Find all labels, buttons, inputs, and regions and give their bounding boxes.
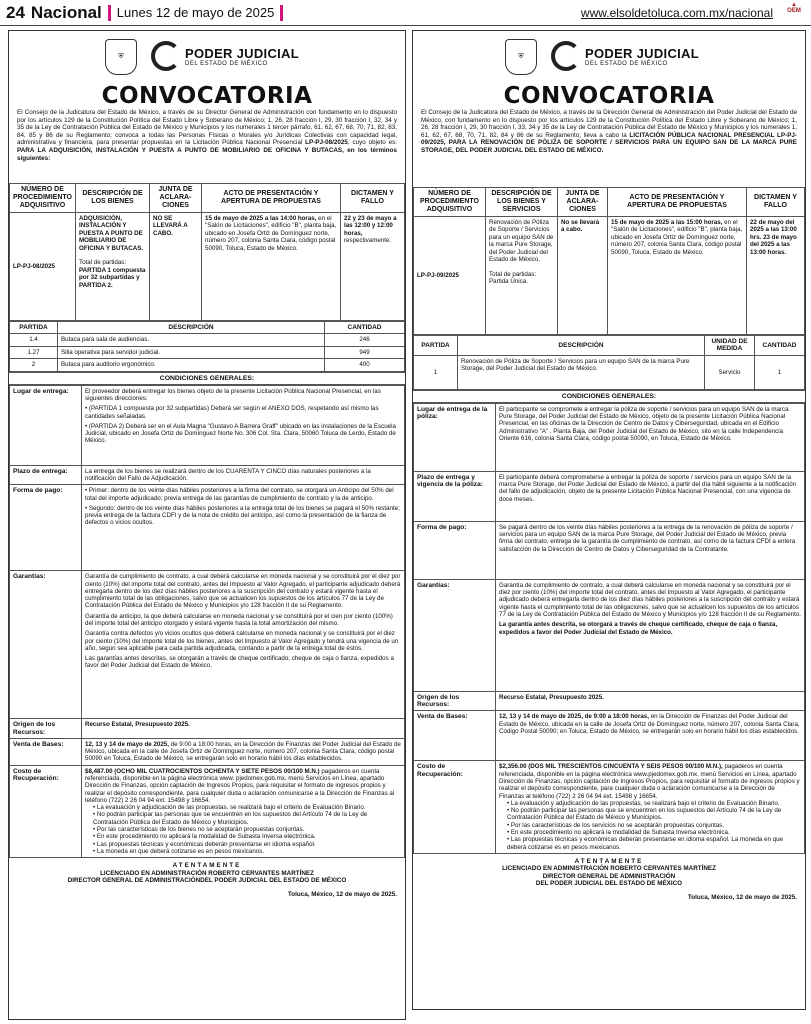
issue-date: Lunes 12 de mayo de 2025 bbox=[116, 5, 275, 20]
sign-title: DEL PODER JUDICIAL DEL ESTADO DE MÉXICO bbox=[535, 880, 683, 888]
list-item: • La evaluación y adjudicación de las propuestas, se realizará bajo el criterio de Evaluación Binario. bbox=[507, 800, 801, 807]
cell: 1.4 bbox=[10, 334, 58, 346]
proc-acto bbox=[608, 217, 747, 335]
sign-atentamente: ATENTAMENTE bbox=[574, 857, 644, 865]
cond-text: • Segundo: dentro de los veinte días hábiles posteriores a la entrega total de los bienes se pagará el 50% restante; previa entrega de la factura CDFI y de la nota de crédito del anticipo, así como la presentación de la fianza de defectos o vicios ocultos. bbox=[85, 504, 400, 527]
table-row bbox=[414, 355, 805, 389]
intro-text bbox=[9, 109, 405, 183]
list-item: • La moneda en que deberá cotizarse es en pesos mexicanos. bbox=[93, 848, 401, 855]
cond-value: Recurso Estatal, Presupuesto 2025. bbox=[82, 719, 405, 739]
pj-emblem-icon bbox=[151, 41, 181, 71]
cond-label: Venta de Bases: bbox=[10, 738, 82, 765]
th-cantidad: CANTIDAD bbox=[325, 322, 405, 334]
intro-bold: LICITACIÓN PÚBLICA NACIONAL PRESENCIAL LP-PJ-09/2025, PARA LA RENOVACIÓN DE PÓLIZA DE SOPORTE / SERVICIOS PARA UN EQUIPO SAN DE LA MARCA PURE STORAGE, DEL PODER JUDICIAL DEL ESTADO DE MÉXICO. bbox=[421, 131, 797, 154]
oem-logo: ▲ OEM bbox=[787, 2, 801, 14]
notice-title: CONVOCATORIA bbox=[101, 83, 313, 109]
th-cantidad: CANTIDAD bbox=[755, 336, 805, 356]
cond-bold: 12, 13 y 14 de mayo de 2025, bbox=[85, 740, 169, 748]
cell: Butaca para sala de audiencias. bbox=[58, 334, 325, 346]
conditions-title: CONDICIONES GENERALES: bbox=[9, 372, 405, 385]
cell: Butaca para auditorio ergonómico. bbox=[58, 359, 325, 371]
cond-bold: 12, 13 y 14 de mayo de 2025, de 9:00 a 18:00 horas, bbox=[499, 713, 649, 721]
list-item: • No podrán participar las personas que se encuentren en los supuestos del Artículo 74 de la Ley de Contratación Pública del Estado de México y Municipios. bbox=[507, 807, 801, 822]
cond-label: Garantías: bbox=[10, 571, 82, 719]
sign-name: LICENCIADO EN ADMINISTRACIÓN ROBERTO CERVANTES MARTÍNEZ bbox=[502, 865, 716, 873]
acto-text: en el "Salón de Licitaciones", edificio "B", planta baja, ubicado en Josefa Ortiz de Domínguez norte, número 207, colonia Santa Clara, código postal 50090, Toluca, Estado de México. bbox=[205, 215, 337, 252]
cell: Servicio bbox=[705, 355, 755, 389]
procedure-table bbox=[9, 183, 405, 321]
desc-text: Total de partidas: bbox=[79, 259, 127, 267]
th-acto: ACTO DE PRESENTACIÓN Y APERTURA DE PROPUESTAS bbox=[608, 188, 747, 217]
table-row bbox=[10, 359, 405, 371]
divider bbox=[108, 5, 111, 21]
conditions-table bbox=[9, 385, 405, 859]
newspaper-header bbox=[0, 0, 811, 26]
cell: 246 bbox=[325, 334, 405, 346]
cond-text: • (PARTIDA 2) Deberá ser en el Aula Magna "Gustavo A Barrera Graff" ubicado en las instalaciones de la Escuela Judicial, ubicado en Josefa Ortiz de Domínguez Norte No. 306 Col. Sta. Clara, 50060 Toluca de Lerdo, Estado de México. bbox=[85, 422, 396, 445]
list-item: • La evaluación y adjudicación de las propuestas, se realizará bajo el criterio de Evaluación Binario. bbox=[93, 804, 401, 811]
th-acto: ACTO DE PRESENTACIÓN Y APERTURA DE PROPUESTAS bbox=[202, 184, 341, 213]
th-junta: JUNTA DE ACLARA-CIONES bbox=[150, 184, 202, 213]
cond-text: en la Dirección de Finanzas del Poder Judicial del Estado de México, ubicada en la calle de Josefa Ortiz de Domínguez norte, número 207, colonia Santa Clara, Código Postal 50090; en Toluca, Estado de México, se entregarán solo en horario hábil los días establecidos. bbox=[499, 713, 800, 735]
list-item: • En este procedimiento no aplicará la modalidad de Subasta Inversa electrónica. bbox=[507, 829, 801, 836]
proc-junta: NO SE LLEVARÁ A CABO. bbox=[150, 213, 202, 321]
cond-label: Forma de pago: bbox=[414, 521, 496, 579]
proc-fallo bbox=[341, 213, 405, 321]
cond-value: La entrega de los bienes se realizará dentro de los CUARENTA Y CINCO días naturales posteriores a la notificación del Fallo de Adjudicación. bbox=[82, 465, 405, 485]
intro-part: El Consejo de la Judicatura del Estado de México, a través de su Director General de Administración con fundamento en lo dispuesto por los artículos 129 de la Constitución Política del Estado Libre y Soberano de México; 1, 26, 28 fracción I, 29, 30 fracción I, 32, 34 y 35 de la Ley de Contratación Pública del Estado de México y Municipios y los numerales 1 tercer párrafo, 61, 62, 67, 68, 70, 71, 82, 83, 84, 85 y 86 de su Reglamento; convoca a todas las Personas Físicas o Morales y/o Jurídicas Colectivas con capacidad legal, administrativa y financiera, para presentar propuestas en la Licitación Pública Nacional Presencial bbox=[17, 109, 397, 147]
cond-text: Garantía de anticipo, la que deberá calcularse en moneda nacional y se constituirá por el cien por ciento (100%) del importe total del anticipo otorgado y estará vigente hasta la total amortización del mismo. bbox=[85, 612, 393, 627]
cond-list bbox=[85, 804, 401, 855]
cond-label: Costo de Recuperación: bbox=[414, 761, 496, 854]
cond-label: Venta de Bases: bbox=[414, 711, 496, 761]
cond-text: de 9:00 a 18:00 horas, en la Dirección de Finanzas del Poder Judicial del Estado de México, ubicada en la calle de Josefa Ortiz de Domínguez norte, número 207, colonia Santa Clara, código postal 50090 en Toluca, Estado de México, se entregarán solo en horario hábil los días establecidos. bbox=[85, 740, 401, 763]
list-item: • Por las características de los bienes no se aceptarán propuestas conjuntas. bbox=[93, 826, 401, 833]
cell: Renovación de Póliza de Soporte / Servicios para un equipo SAN de la marca Pure Storage, del Poder Judicial del Estado de México. bbox=[458, 355, 705, 389]
cond-text: El proveedor deberá entregar los bienes objeto de la presente Licitación Pública Nacional Presencial, en las siguientes direcciones: bbox=[85, 387, 381, 402]
th-partida: PARTIDA bbox=[10, 322, 58, 334]
site-link[interactable]: www.elsoldetoluca.com.mx/nacional bbox=[580, 6, 773, 20]
cond-label: Lugar de entrega: bbox=[10, 385, 82, 465]
sign-atentamente: ATENTAMENTE bbox=[172, 862, 242, 870]
desc-text: PARTIDA 1 compuesta por 32 subpartidas y PARTIDA 2. bbox=[79, 266, 146, 289]
cond-value bbox=[82, 765, 405, 858]
logo-text: OEM bbox=[787, 8, 801, 14]
proc-fallo: 22 de mayo del 2025 a las 13:00 hrs. 23 de mayo del 2025 a las 13:00 horas. bbox=[747, 217, 805, 335]
table-row bbox=[10, 334, 405, 346]
cond-text: Las garantías antes descritas, se otorgarán a través de cheque certificado, cheque de caja o fianza, expedidos a favor del Poder Judicial del Estado de México. bbox=[85, 655, 394, 670]
state-seal-icon: ⛨ bbox=[105, 39, 137, 75]
list-item: • Las propuestas técnicas y económicas deberán presentarse en idioma español. La moneda en que deberá cotizarse es en pesos mexicanos. bbox=[507, 836, 801, 851]
notice-right bbox=[412, 30, 806, 1010]
cell: 949 bbox=[325, 346, 405, 358]
proc-number: LP-PJ-09/2025 bbox=[414, 217, 486, 335]
sign-name: LICENCIADO EN ADMINISTRACIÓN ROBERTO CERVANTES MARTÍNEZ bbox=[100, 869, 314, 877]
cell: 400 bbox=[325, 359, 405, 371]
org-name: PODER JUDICIAL bbox=[185, 45, 299, 61]
cell: 1 bbox=[755, 355, 805, 389]
partidas-table bbox=[413, 335, 805, 390]
intro-bold: LP-PJ-08/2025 bbox=[305, 139, 348, 147]
logos bbox=[413, 31, 805, 83]
acto-text: en el "Salón de Licitaciones", edificio "B", planta baja, ubicado en Josefa Ortiz de Domínguez norte, número 207, colonia Santa Clara, código postal 50090, Toluca, Estado de México. bbox=[611, 219, 743, 256]
notice-left bbox=[8, 30, 406, 1020]
desc-text: Total de partidas: Partida Única. bbox=[489, 270, 537, 286]
cond-text: Garantía de cumplimiento de contrato, a cual deberá calcularse en moneda nacional y se constituirá por el diez por ciento (10%) del importe total del contrato, antes del Impuesto al Valor Agregado, el participante adjudicado deberá entregarla dentro de los diez días hábiles posteriores a la suscripción del contrato y estará vigente hasta el cumplimiento total de las obligaciones, salvo que se actualicen los supuestos de los artículos 77 de la Ley de Contratación Pública del Estado de México y Municipios y/o 128 fracción II de su Reglamento. bbox=[85, 573, 401, 610]
desc-text: Renovación de Póliza de Soporte / Servicios para un equipo SAN de la marca Pure Storage, del Poder Judicial del Estado de México, bbox=[489, 219, 554, 264]
signature-block bbox=[9, 858, 405, 885]
cond-label: Origen de los Recursos: bbox=[10, 719, 82, 739]
list-item: • Las propuestas técnicas y económicas deberán presentarse en idioma español. bbox=[93, 841, 401, 848]
org-name: PODER JUDICIAL bbox=[585, 45, 699, 61]
intro-text bbox=[413, 109, 805, 187]
fallo-text: respectivamente. bbox=[344, 237, 392, 245]
cond-value bbox=[82, 738, 405, 765]
state-seal-icon: ⛨ bbox=[505, 39, 537, 75]
th-fallo: DICTAMEN Y FALLO bbox=[341, 184, 405, 213]
th-partida: PARTIDA bbox=[414, 336, 458, 356]
proc-desc bbox=[486, 217, 558, 335]
cond-label: Lugar de entrega de la póliza: bbox=[414, 403, 496, 471]
th-unidad: UNIDAD DE MEDIDA bbox=[705, 336, 755, 356]
section-name: Nacional bbox=[30, 2, 102, 22]
sign-title: DIRECTOR GENERAL DE ADMINISTRACIÓN bbox=[542, 872, 676, 880]
procedure-table bbox=[413, 187, 805, 335]
cond-text: • (PARTIDA 1 compuesta por 32 subpartidas) Deberá ser según el ANEXO DOS, respetando así mismo las cantidades señaladas. bbox=[85, 405, 379, 420]
cond-label: Garantías: bbox=[414, 579, 496, 691]
place-date: Toluca, México, 12 de mayo de 2025. bbox=[687, 893, 797, 901]
cond-value bbox=[82, 385, 405, 465]
cond-label: Costo de Recuperación: bbox=[10, 765, 82, 858]
notice-title: CONVOCATORIA bbox=[503, 83, 715, 109]
conditions-title: CONDICIONES GENERALES: bbox=[413, 390, 805, 403]
cond-value: Recurso Estatal, Presupuesto 2025. bbox=[496, 691, 805, 711]
fallo-bold: 22 y 23 de mayo a las 12:00 y 12:00 horas, bbox=[344, 215, 397, 237]
cond-value bbox=[496, 761, 805, 854]
cond-label: Origen de los Recursos: bbox=[414, 691, 496, 711]
org-subname: DEL ESTADO DE MÉXICO bbox=[585, 60, 668, 67]
cond-text: pagaderos en cuenta referenciada, disponible en la página electrónica www.pjedomex.gob.mx, menú Servicios en Línea, apartado Dirección de Finanzas, opción captación de Ingresos Propios, para requisitar el formato de ingresos propios y realizar el depósito correspondiente, para cualquier duda o aclaración comunicarse a la Dirección de Finanzas al teléfono (722) 2 26 04 94 ext. 15498 y 16654. bbox=[499, 763, 800, 800]
cond-text: pagaderos en cuenta referenciada, disponible en la página electrónica www. pjedomex.gob.mx, menú Servicios en Línea, apartado Dirección de Finanzas, opción captación de Ingresos Propios, para requisitar el formato de ingresos propios y realizar el depósito correspondiente, para cualquier duda o aclaración comunicarse a la Dirección de Finanzas al teléfono (722) 2 26 04 94 ext. 15498 y 16654. bbox=[85, 767, 395, 804]
cond-value: Se pagará dentro de los veinte días hábiles posteriores a la entrega de la renovación de póliza de soporte / servicios para un equipo SAN de la marca Pure Storage, del Poder Judicial del Estado de México, previa firma del contrato, entrega de la garantía de cumplimiento de contrato, así como de la factura CFDI a entera satisfacción de la Dirección de Centro de Datos y Ciberseguridad de la Contratante. bbox=[496, 521, 805, 579]
proc-desc bbox=[76, 213, 150, 321]
cond-label: Plazo de entrega y vigencia de la póliza: bbox=[414, 471, 496, 521]
th-numero: NÚMERO DE PROCEDIMIENTO ADQUISITIVO bbox=[414, 188, 486, 217]
cond-bold: $8,487.00 (OCHO MIL CUATROCIENTOS OCHENTA Y SIETE PESOS 00/100 M.N.) bbox=[85, 767, 320, 775]
pj-logo bbox=[151, 41, 299, 71]
cond-label: Forma de pago: bbox=[10, 485, 82, 571]
cond-value bbox=[496, 711, 805, 761]
partidas-table bbox=[9, 321, 405, 372]
cond-text: • Primer: dentro de los veinte días hábiles posteriores a la firma del contrato, se otorgará un Anticipo del 50% del total del importe adjudicado; previa entrega de las garantías de cumplimiento de contrato y la de anticipo. bbox=[85, 487, 394, 502]
logos bbox=[9, 31, 405, 83]
list-item: • Por las características de los servicios no se aceptarán propuestas conjuntas. bbox=[507, 822, 801, 829]
pj-emblem-icon bbox=[551, 41, 581, 71]
cond-label: Plazo de entrega: bbox=[10, 465, 82, 485]
sign-title: DIRECTOR GENERAL DE ADMINISTRACIÓNDEL PODER JUDICIAL DEL ESTADO DE MÉXICO bbox=[67, 877, 347, 885]
th-descripcion: DESCRIPCIÓN bbox=[458, 336, 705, 356]
cond-text: Garantía contra defectos y/o vicios ocultos que deberá calcularse en moneda nacional y se constituirá por el diez por ciento (10%) del importe total de los bienes, antes del Impuesto al Valor Agregado y tendrá una vigencia de un año, según sea aplicable para cada partida adjudicada, contando a partir de la entrega total de éstos. bbox=[85, 630, 399, 652]
list-item: • En este procedimiento no aplicará la modalidad de Subasta Inversa electrónica. bbox=[93, 833, 401, 840]
proc-number: LP-PJ-08/2025 bbox=[10, 213, 76, 321]
th-descripcion: DESCRIPCIÓN DE LOS BIENES Y SERVICIOS bbox=[486, 188, 558, 217]
cell: 1 bbox=[414, 355, 458, 389]
cond-bold: $2,356.00 (DOS MIL TRESCIENTOS CINCUENTA Y SEIS PESOS 00/100 M.N.), bbox=[499, 763, 723, 771]
intro-part: , cuyo objeto es: bbox=[347, 139, 397, 147]
intro-part: El Consejo de la Judicatura del Estado de México, a través de la Dirección General de Administración del Poder Judicial del Estado de México, con fundamento en lo dispuesto por los artículos 129 de la Constitución Política del Estado Libre y Soberano de México; 1, 26, 28 fracción I, 29, 30 fracción I, 33, 34 y 35 de la Ley de Contratación Pública del Estado de México y Municipios y los numerales 1, 61, 62, 67, 68, 70, 71, 82, 84 y 86 de su Reglamento; lleva a cabo la bbox=[421, 109, 797, 139]
divider bbox=[280, 5, 283, 21]
cond-value: El participante deberá comprometerse a entregar la póliza de soporte / servicios para un equipo SAN de la marca Pure Storage, del Poder Judicial del Estado de México, a partir del día hábil siguiente a la notificación del fallo de adjudicación, objeto de la presente Licitación Pública Nacional Presencial, con una vigencia de doce meses. bbox=[496, 471, 805, 521]
th-fallo: DICTAMEN Y FALLO bbox=[747, 188, 805, 217]
intro-bold: PARA LA ADQUISICIÓN, INSTALACIÓN Y PUESTA A PUNTO DE MOBILIARIO DE OFICINA Y BUTACAS, en los términos siguientes: bbox=[17, 146, 397, 162]
cond-list bbox=[499, 800, 801, 851]
acto-bold: 15 de mayo de 2025 a las 14:00 horas, bbox=[205, 215, 317, 222]
list-item: • No podrán participar las personas que se encuentren en los supuestos del Artículo 74 de la Ley de Contratación Pública del Estado de México y Municipios. bbox=[93, 811, 401, 826]
conditions-table bbox=[413, 403, 805, 854]
cond-value bbox=[82, 485, 405, 571]
proc-junta: No se llevará a cabo. bbox=[558, 217, 608, 335]
pj-logo bbox=[551, 41, 699, 71]
cond-value bbox=[82, 571, 405, 719]
cond-value bbox=[496, 579, 805, 691]
cell: 1.27 bbox=[10, 346, 58, 358]
acto-bold: 15 de mayo de 2025 a las 15:00 horas, bbox=[611, 219, 723, 226]
org-subname: DEL ESTADO DE MÉXICO bbox=[185, 60, 268, 67]
cond-text: La garantía antes descrita, se otorgará a través de cheque certificado, cheque de caja o fianza, expedidos a favor del Poder Judicial del Estado de México. bbox=[499, 621, 778, 636]
page-number: 24 bbox=[6, 2, 25, 22]
place-date: Toluca, México, 12 de mayo de 2025. bbox=[287, 890, 397, 898]
th-descripcion: DESCRIPCIÓN DE LOS BIENES bbox=[76, 184, 150, 213]
table-row bbox=[10, 346, 405, 358]
cond-text: Garantía de cumplimiento de contrato, a cual deberá calcularse en moneda nacional y se constituirá por el diez por ciento (10%) del importe total del contrato, antes del Impuesto al Valor Agregado, el participante adjudicado deberá entregarla dentro de los diez días hábiles posteriores a la suscripción del contrato y estará vigente hasta el cumplimiento total de las obligaciones, salvo que se actualicen los supuestos de los artículos 77 de la Ley de Contratación Pública del Estado de México y Municipios y/o 128 fracción II de su Reglamento. bbox=[499, 581, 801, 618]
desc-text: ADQUISICIÓN, INSTALACIÓN Y PUESTA A PUNTO DE MOBILIARIO DE OFICINA Y BUTACAS. bbox=[79, 215, 144, 252]
th-numero: NÚMERO DE PROCEDIMIENTO ADQUISITIVO bbox=[10, 184, 76, 213]
cell: Silla operativa para servidor judicial. bbox=[58, 346, 325, 358]
th-junta: JUNTA DE ACLARA-CIONES bbox=[558, 188, 608, 217]
signature-block bbox=[413, 854, 805, 888]
cond-value: El participante se compromete a entregar la póliza de soporte / servicios para un equipo SAN de la marca Pure Storage, del Poder Judicial del Estado de México, objeto de la presente Licitación Pública Nacional Presencial, en las oficinas de la Dirección de Centro de Datos y Ciberseguridad, ubicada en el Edificio Administrativo "A" , Planta Baja, del Poder Judicial del Estado de México, sito en la calle Independencia Oriente 616, colonia Santa Clara, código postal 50090, en Toluca, Estado de México. bbox=[496, 403, 805, 471]
cell: 2 bbox=[10, 359, 58, 371]
th-descripcion: DESCRIPCIÓN bbox=[58, 322, 325, 334]
proc-acto bbox=[202, 213, 341, 321]
